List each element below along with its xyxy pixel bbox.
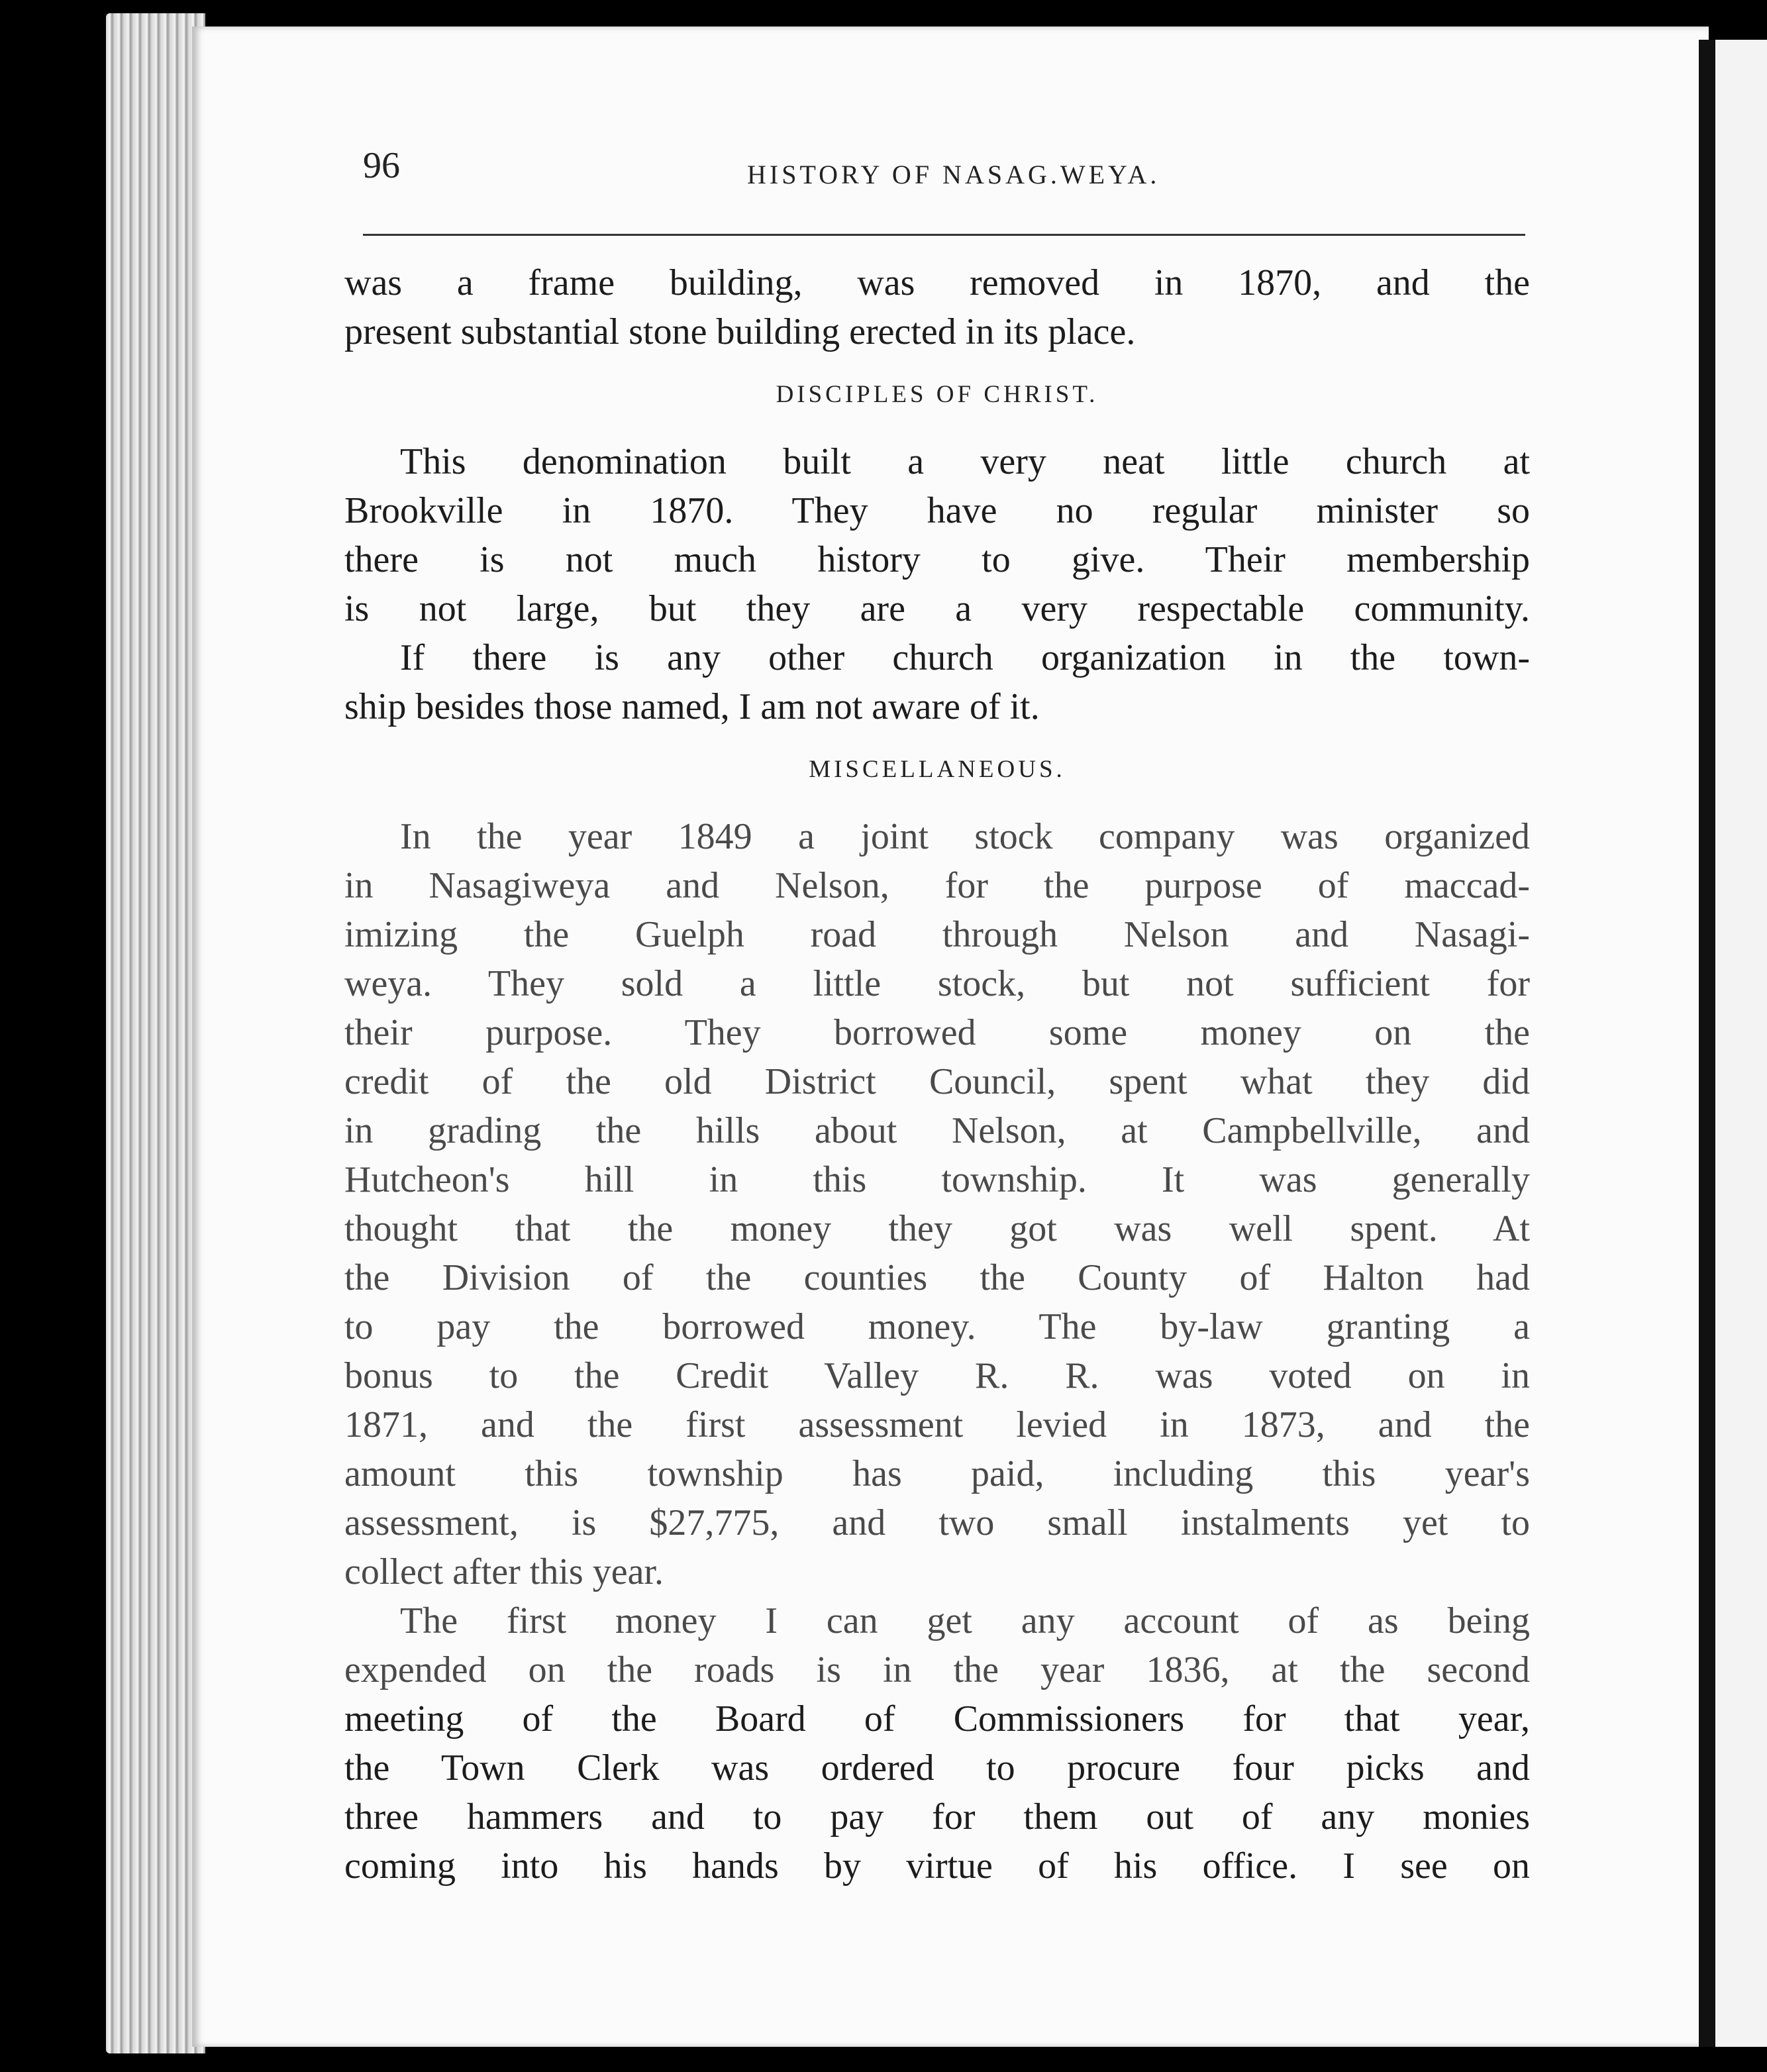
header-rule — [363, 234, 1525, 236]
text-line: Hutcheon's hill in this township. It was generally — [344, 1159, 1530, 1200]
paragraph-other-churches — [344, 633, 1530, 731]
text-line: meeting of the Board of Commissioners for that year, — [344, 1698, 1530, 1739]
paragraph-roads — [344, 1596, 1530, 1891]
section-heading-miscellaneous: MISCELLANEOUS. — [809, 756, 1066, 783]
text-line: in Nasagiweya and Nelson, for the purpose of maccad- — [344, 865, 1530, 906]
text-line: three hammers and to pay for them out of any monies — [344, 1796, 1530, 1838]
text-line: to pay the borrowed money. The by-law granting a — [344, 1306, 1530, 1347]
running-title: HISTORY OF NASAG.WEYA. — [747, 160, 1160, 189]
text-line: In the year 1849 a joint stock company was organized — [400, 816, 1530, 857]
text-line: bonus to the Credit Valley R. R. was voted on in — [344, 1355, 1530, 1396]
text-line: imizing the Guelph road through Nelson and Nasagi- — [344, 914, 1530, 955]
page-number: 96 — [363, 145, 400, 186]
running-head — [363, 144, 1525, 197]
text-line: assessment, is $27,775, and two small instalments yet to — [344, 1502, 1530, 1543]
text-line: their purpose. They borrowed some money on the — [344, 1012, 1530, 1053]
paragraph-continued — [344, 258, 1530, 356]
text-line: The first money I can get any account of as being — [400, 1600, 1530, 1641]
gutter-shadow — [1699, 40, 1715, 2047]
text-line: collect after this year. — [344, 1551, 664, 1592]
text-line: was a frame building, was removed in 1870, and the — [344, 262, 1530, 303]
book-page-edges — [106, 13, 205, 2053]
text-line: the Town Clerk was ordered to procure four picks and — [344, 1747, 1530, 1788]
text-line: credit of the old District Council, spent what they did — [344, 1061, 1530, 1102]
text-line: coming into his hands by virtue of his office. I see on — [344, 1845, 1530, 1887]
text-line: Brookville in 1870. They have no regular minister so — [344, 490, 1530, 531]
text-line: If there is any other church organization in the town- — [400, 637, 1530, 678]
text-line: 1871, and the first assessment levied in 1873, and the — [344, 1404, 1530, 1445]
text-line: there is not much history to give. Their membership — [344, 539, 1530, 580]
page-text — [344, 258, 1530, 1891]
text-line: weya. They sold a little stock, but not sufficient for — [344, 963, 1530, 1004]
text-line: the Division of the counties the County of Halton had — [344, 1257, 1530, 1298]
section-heading-disciples: DISCIPLES OF CHRIST. — [776, 381, 1099, 408]
text-line: present substantial stone building erected in its place. — [344, 311, 1136, 352]
paragraph-disciples — [344, 437, 1530, 633]
text-line: amount this township has paid, including this year's — [344, 1453, 1530, 1494]
paragraph-stock-company — [344, 812, 1530, 1596]
text-line: thought that the money they got was well spent. At — [344, 1208, 1530, 1249]
facing-page-edge — [1715, 40, 1767, 2047]
text-line: This denomination built a very neat little church at — [400, 441, 1530, 482]
text-line: in grading the hills about Nelson, at Campbellville, and — [344, 1110, 1530, 1151]
text-line: is not large, but they are a very respectable community. — [344, 588, 1530, 629]
text-line: ship besides those named, I am not aware of it. — [344, 686, 1040, 727]
text-line: expended on the roads is in the year 1836, at the second — [344, 1649, 1530, 1690]
